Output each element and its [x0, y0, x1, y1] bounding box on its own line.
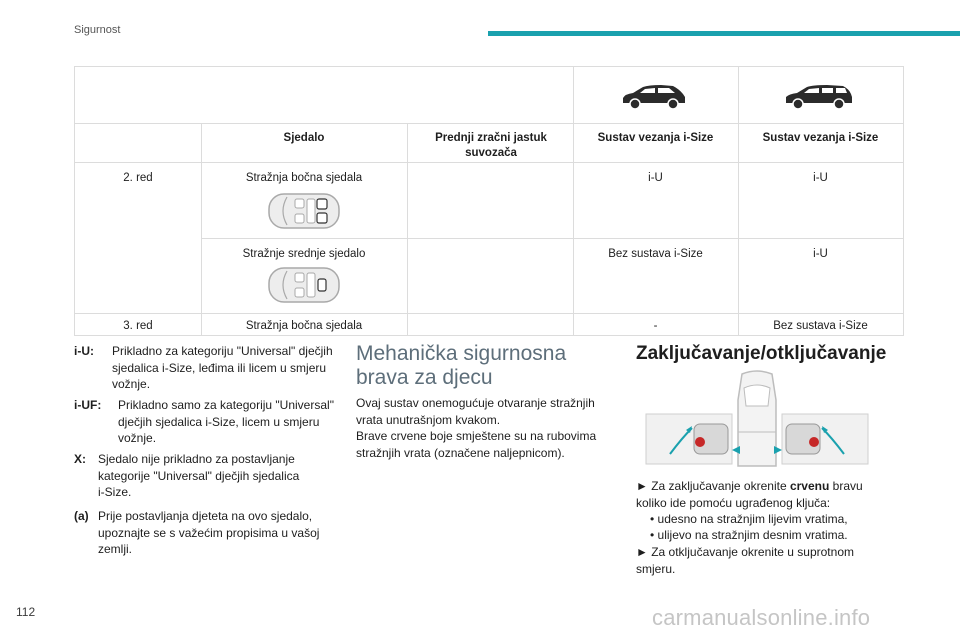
suv-car-icon: [619, 83, 689, 111]
section-title: Sigurnost: [74, 24, 121, 36]
header-accent-bar: [488, 31, 960, 36]
child-seat-table: [74, 66, 904, 336]
page-number: 112: [16, 605, 36, 619]
table-divider: [75, 123, 903, 124]
mechanical-lock-paragraph: Ovaj sustav onemogućuje otvaranje stražnjih vrata unutrašnjom kvakom. Brave crvene boje smještene su na rubovima stražnjih vrata (označene naljepnicom).: [356, 396, 597, 460]
seat-name: Stražnja bočna sjedala: [245, 172, 363, 184]
definition-text: Sjedalo nije prikladno za postavljanje kategorije "Universal" dječjih sjedalica i-Size.: [98, 452, 300, 499]
isize-value: Bez sustava i-Size: [608, 248, 703, 260]
header-airbag: Prednji zračni jastuk suvozača: [435, 132, 547, 159]
row-label: 2. red: [123, 172, 153, 184]
header-isize-2: Sustav vezanja i-Size: [762, 132, 879, 144]
table-divider: [573, 67, 574, 335]
definition-term: i-U:: [74, 344, 94, 358]
suv-car-icon: [783, 83, 855, 111]
table-divider: [201, 238, 903, 239]
definition-text: Prije postavljanja djeteta na ovo sjedalo, upoznajte se s važećim propisima u vašoj zemlji.: [98, 509, 320, 556]
header-isize-1: Sustav vezanja i-Size: [597, 132, 714, 144]
definition-text: Prikladno samo za kategoriju "Universal" dječjih sjedalica i-Size, licem u smjeru vožnje.: [118, 398, 334, 445]
watermark: carmanualsonline.info: [652, 605, 871, 630]
header-seat: Sjedalo: [283, 132, 325, 144]
definition-text: Prikladno za kategoriju "Universal" dječjih sjedalica i-Size, leđima ili licem u smjeru vožnje.: [112, 344, 333, 391]
row-label: 3. red: [123, 320, 153, 332]
bullet-item: • ulijevo na stražnjim desnim vratima.: [650, 528, 848, 542]
car-top-view-rear-middle-seat-icon: [267, 265, 341, 305]
isize-value: -: [653, 320, 658, 332]
table-divider: [75, 313, 903, 314]
seat-name: Stražnja bočna sjedala: [245, 320, 363, 332]
isize-value: i-U: [813, 248, 828, 260]
locking-instructions: ► Za zaključavanje okrenite crvenu bravu koliko ide pomoću ugrađenog ključa:: [636, 479, 863, 510]
table-divider: [407, 123, 408, 335]
definition-term: (a): [74, 509, 89, 523]
table-divider: [738, 67, 739, 335]
definition-term: X:: [74, 452, 86, 466]
isize-value: i-U: [648, 172, 663, 184]
car-top-view-rear-side-seats-icon: [267, 191, 341, 231]
child-lock-illustration: [644, 370, 870, 468]
table-divider: [201, 123, 202, 335]
definition-term: i-UF:: [74, 398, 102, 412]
locking-title: Zaključavanje/otključavanje: [636, 343, 887, 364]
isize-value: Bez sustava i-Size: [773, 320, 868, 332]
mechanical-lock-title: Mehanička sigurnosna brava za djecu: [356, 342, 567, 389]
table-divider: [75, 162, 903, 163]
seat-name: Stražnje srednje sjedalo: [242, 248, 366, 260]
isize-value: i-U: [813, 172, 828, 184]
unlocking-instructions: ► Za otključavanje okrenite u suprotnom smjeru.: [636, 545, 854, 576]
bullet-item: • udesno na stražnjim lijevim vratima,: [650, 512, 848, 526]
